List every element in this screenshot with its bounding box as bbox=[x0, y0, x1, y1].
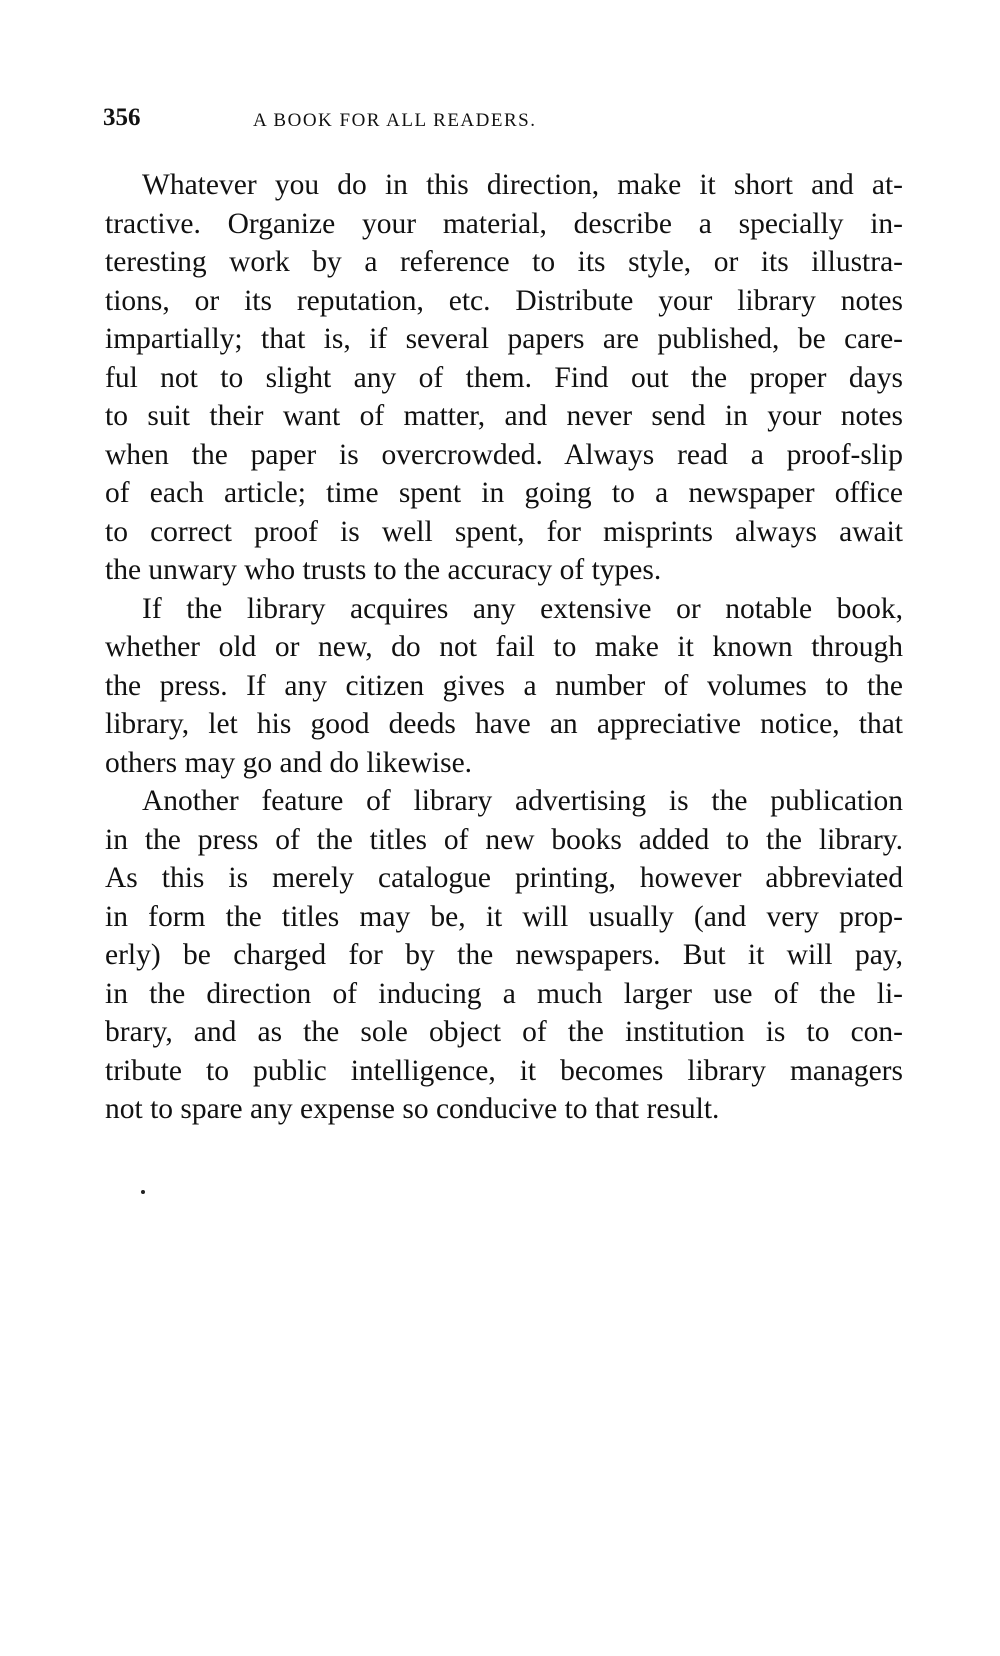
text-line: ful not to slight any of them. Find out the proper days bbox=[105, 361, 903, 394]
text-line: Whatever you do in this direction, make it short and at- bbox=[142, 169, 903, 201]
text-line: If the library acquires any extensive or notable book, bbox=[142, 592, 903, 625]
page-header bbox=[103, 104, 903, 138]
text-line: to correct proof is well spent, for misprints always await bbox=[105, 515, 903, 548]
text-line: not to spare any expense so conducive to that result. bbox=[105, 1093, 720, 1125]
text-line: tribute to public intelligence, it becomes library managers bbox=[105, 1054, 903, 1087]
text-line: in the press of the titles of new books added to the library. bbox=[105, 823, 903, 856]
text-line: erly) be charged for by the newspapers. But it will pay, bbox=[105, 939, 903, 971]
text-line: Another feature of library advertising is the publication bbox=[142, 785, 903, 817]
text-line: the press. If any citizen gives a number of volumes to the bbox=[105, 669, 903, 702]
paragraph bbox=[105, 782, 903, 1129]
body-text bbox=[105, 166, 903, 1129]
text-line: brary, and as the sole object of the institution is to con- bbox=[105, 1016, 903, 1048]
text-line: others may go and do likewise. bbox=[105, 746, 473, 779]
text-line: to suit their want of matter, and never send in your notes bbox=[105, 400, 903, 432]
paragraph bbox=[105, 166, 903, 590]
text-line: As this is merely catalogue printing, however abbreviated bbox=[105, 862, 903, 894]
text-line: the unwary who trusts to the accuracy of types. bbox=[105, 554, 662, 586]
running-head: A BOOK FOR ALL READERS. bbox=[253, 110, 537, 131]
text-line: when the paper is overcrowded. Always read a proof-slip bbox=[105, 438, 903, 471]
text-line: tractive. Organize your material, describe a specially in- bbox=[105, 207, 903, 240]
text-line: tions, or its reputation, etc. Distribute your library notes bbox=[105, 284, 903, 317]
text-line: library, let his good deeds have an appreciative notice, that bbox=[105, 708, 903, 740]
text-line: whether old or new, do not fail to make it known through bbox=[105, 631, 903, 663]
page-number: 356 bbox=[103, 104, 141, 131]
text-line: in form the titles may be, it will usually (and very prop- bbox=[105, 900, 903, 933]
paragraph bbox=[105, 590, 903, 783]
text-line: of each article; time spent in going to a newspaper office bbox=[105, 477, 903, 509]
text-line: teresting work by a reference to its style, or its illustra- bbox=[105, 246, 903, 278]
text-line: impartially; that is, if several papers are published, be care- bbox=[105, 323, 903, 355]
text-line: in the direction of inducing a much larger use of the li- bbox=[105, 977, 903, 1010]
speck bbox=[141, 1190, 145, 1194]
